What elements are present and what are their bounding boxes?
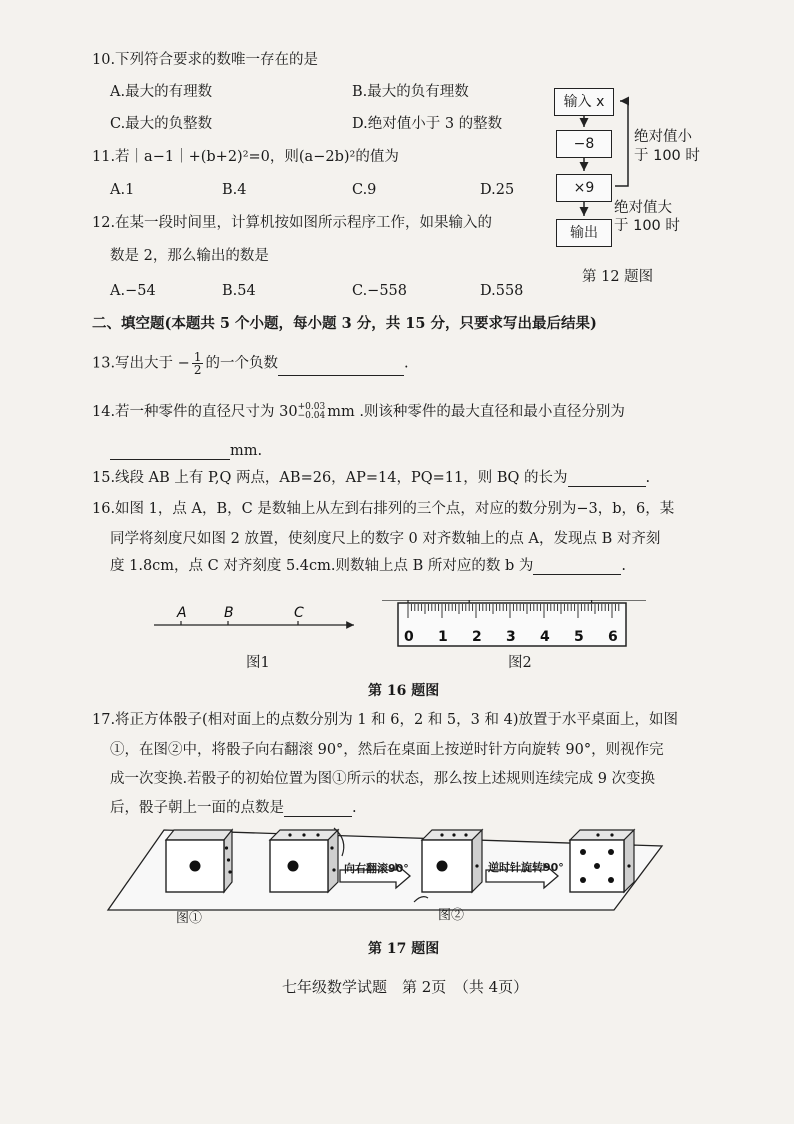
ruler-label-6: 6 bbox=[608, 629, 618, 645]
q10-stem: 10.下列符合要求的数唯一存在的是 bbox=[92, 52, 319, 68]
q17-line3: 成一次变换.若骰子的初始位置为图①所示的状态，那么按上述规则连续完成 9 次变换 bbox=[110, 771, 656, 787]
q14-pre: 14.若一种零件的直径尺寸为 30 bbox=[92, 404, 298, 420]
q11-option-a: A.1 bbox=[110, 182, 135, 198]
q14-answer-blank[interactable] bbox=[110, 445, 230, 460]
q17-figure-caption: 第 17 题图 bbox=[368, 941, 440, 957]
q15-text: 15.线段 AB 上有 P,Q 两点，AB=26，AP=14，PQ=11，则 BQ 的长为 bbox=[92, 470, 568, 486]
q11-option-c: C.9 bbox=[352, 182, 377, 198]
ruler-label-1: 1 bbox=[438, 629, 448, 645]
flow-times-box: ×9 bbox=[556, 174, 612, 202]
section-2-heading: 二、填空题(本题共 5 个小题，每小题 3 分，共 15 分，只要求写出最后结果) bbox=[92, 315, 597, 332]
q16-line3: 度 1.8cm，点 C 对齐刻度 5.4cm.则数轴上点 B 所对应的数 b 为 bbox=[110, 558, 534, 574]
q17-line4-wrap bbox=[110, 799, 357, 817]
q14-upper: +0.03 bbox=[297, 402, 326, 412]
q16-line1: 16.如图 1，点 A，B，C 是数轴上从左到右排列的三个点，对应的数分别为−3，b，6，某 bbox=[92, 501, 675, 517]
q17-line4: 后，骰子朝上一面的点数是 bbox=[110, 800, 284, 816]
q13-fraction bbox=[192, 351, 204, 376]
q10-option-d: D.绝对值小于 3 的整数 bbox=[352, 116, 503, 132]
q15-answer-blank[interactable] bbox=[568, 472, 646, 487]
q11-stem: 11.若｜a−1｜+(b+2)²=0，则(a−2b)²的值为 bbox=[92, 149, 399, 165]
die-1 bbox=[166, 830, 232, 892]
q13 bbox=[92, 351, 409, 376]
q17-fig1-label: 图① bbox=[176, 911, 203, 926]
q17-arrow2-label: 逆时针旋转90° bbox=[488, 861, 564, 874]
page-footer: 七年级数学试题 第 2页 （共 4页） bbox=[282, 978, 529, 996]
q10-option-a: A.最大的有理数 bbox=[110, 84, 213, 100]
q13-end: . bbox=[403, 355, 409, 372]
q12-option-b: B.54 bbox=[222, 283, 256, 299]
q16-figure-caption: 第 16 题图 bbox=[368, 683, 440, 699]
q11-option-b: B.4 bbox=[222, 182, 247, 198]
q15 bbox=[92, 469, 650, 487]
ruler-label-0: 0 bbox=[404, 629, 414, 645]
q13-post: 的一个负数 bbox=[205, 355, 278, 372]
flow-exit-note-1: 绝对值大 bbox=[614, 200, 672, 216]
flow-minus-box: −8 bbox=[556, 130, 612, 158]
number-line-point-B: B bbox=[224, 605, 234, 621]
q16-fig1-label: 图1 bbox=[246, 655, 270, 671]
q14-line1 bbox=[92, 403, 625, 421]
q16-fig2-label: 图2 bbox=[508, 655, 532, 671]
q14-tolerance bbox=[298, 403, 326, 421]
flow-loop-note-2: 于 100 时 bbox=[634, 148, 700, 164]
q12-figure-caption: 第 12 题图 bbox=[582, 269, 654, 285]
flow-loop-note-1: 绝对值小 bbox=[634, 129, 692, 145]
q12-option-a: A.−54 bbox=[110, 283, 156, 299]
q16-number-line bbox=[150, 600, 362, 640]
q16-line2: 同学将刻度尺如图 2 放置，使刻度尺上的数字 0 对齐数轴上的点 A，发现点 B 对齐刻 bbox=[110, 531, 661, 547]
ruler-label-3: 3 bbox=[506, 629, 516, 645]
q15-end: . bbox=[645, 470, 651, 486]
q13-denominator: 2 bbox=[193, 363, 202, 377]
q17-fig2-label: 图② bbox=[438, 908, 465, 923]
q14-lower: −0.04 bbox=[297, 411, 326, 421]
q12-option-d: D.558 bbox=[480, 283, 524, 299]
q10-option-c: C.最大的负整数 bbox=[110, 116, 213, 132]
q13-numerator: 1 bbox=[193, 350, 202, 364]
number-line-point-C: C bbox=[294, 605, 304, 621]
q17-answer-blank[interactable] bbox=[284, 802, 352, 817]
q10-option-b: B.最大的负有理数 bbox=[352, 84, 469, 100]
q11-option-d: D.25 bbox=[480, 182, 515, 198]
die-4 bbox=[570, 830, 634, 892]
q16-answer-blank[interactable] bbox=[533, 560, 621, 575]
q17-line2: ①，在图②中，将骰子向右翻滚 90°，然后在桌面上按逆时针方向旋转 90°，则视作完 bbox=[110, 742, 664, 758]
q13-answer-blank[interactable] bbox=[278, 361, 404, 376]
q12-stem-line2: 数是 2，那么输出的数是 bbox=[110, 248, 269, 264]
ruler-label-5: 5 bbox=[574, 629, 584, 645]
q16-ruler bbox=[380, 600, 650, 650]
q12-option-c: C.−558 bbox=[352, 283, 408, 299]
flow-exit-note-2: 于 100 时 bbox=[614, 218, 680, 234]
q14-unit: mm. bbox=[230, 443, 263, 459]
ruler-label-4: 4 bbox=[540, 629, 550, 645]
q16-line3-wrap bbox=[110, 557, 626, 575]
q17-line1: 17.将正方体骰子(相对面上的点数分别为 1 和 6，2 和 5，3 和 4)放置于水平桌面上，如图 bbox=[92, 712, 678, 728]
q14-post: mm .则该种零件的最大直径和最小直径分别为 bbox=[327, 404, 625, 420]
q12-stem-line1: 12.在某一段时间里，计算机按如图所示程序工作，如果输入的 bbox=[92, 215, 493, 231]
q17-arrow1-label: 向右翻滚90° bbox=[344, 862, 409, 875]
die-3 bbox=[414, 830, 482, 902]
die-2 bbox=[270, 828, 344, 892]
q13-pre: 13.写出大于 − bbox=[92, 355, 190, 372]
flow-output-box: 输出 bbox=[556, 219, 612, 247]
ruler-label-2: 2 bbox=[472, 629, 482, 645]
number-line-point-A: A bbox=[177, 605, 187, 621]
q16-end: . bbox=[621, 558, 626, 574]
q17-end: . bbox=[352, 800, 357, 816]
flow-input-box: 输入 x bbox=[554, 88, 614, 116]
q14-line2 bbox=[110, 442, 262, 460]
